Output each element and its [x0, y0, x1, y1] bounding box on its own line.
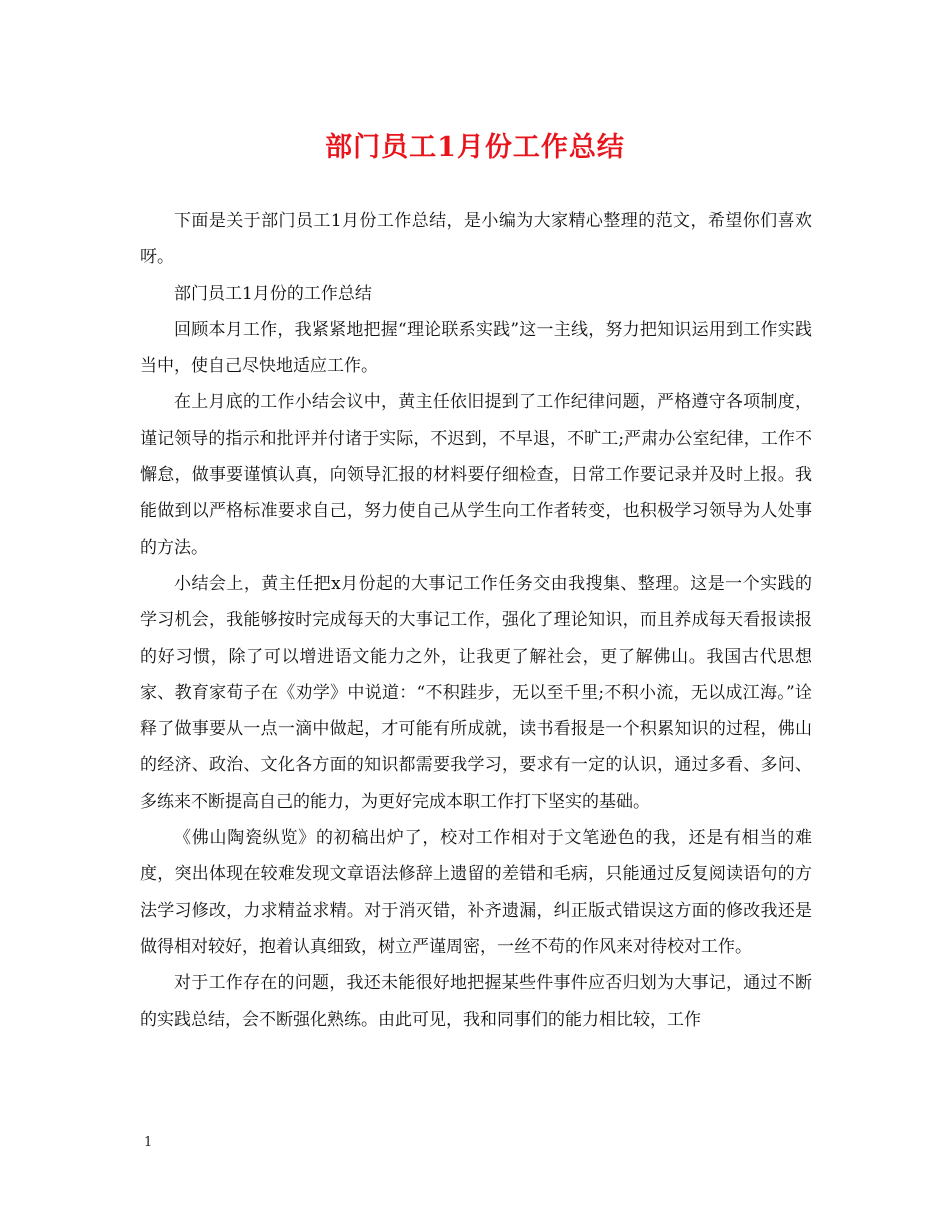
paragraph-chronicle: 小结会上，黄主任把x月份起的大事记工作任务交由我搜集、整理。这是一个实践的学习机会，我能够按时完成每天的大事记工作，强化了理论知识，而且养成每天看报读报的好习惯，除了可以增进语文能力之外，让我更了解社会，更了解佛山。我国古代思想家、教育家荀子在《劝学》中说道：“不积跬步，无以至千里;不积小流，无以成江海。”诠释了做事要从一点一滴中做起，才可能有所成就，读书看报是一个积累知识的过程，佛山的经济、政治、文化各方面的知识都需要我学习，要求有一定的认识，通过多看、多问、多练来不断提高自己的能力，为更好完成本职工作打下坚实的基础。 — [140, 573, 812, 812]
document-title: 部门员工1月份工作总结 — [325, 132, 625, 163]
paragraph-proofreading: 《佛山陶瓷纵览》的初稿出炉了，校对工作相对于文笔逊色的我，还是有相当的难度，突出体现在较难发现文章语法修辞上遗留的差错和毛病，只能通过反复阅读语句的方法学习修改，力求精益求精。对于消灭错，补齐遗漏，纠正版式错误这方面的修改我还是做得相对较好，抱着认真细致，树立严谨周密，一丝不苟的作风来对待校对工作。 — [140, 828, 812, 957]
paragraph-subheading: 部门员工1月份的工作总结 — [174, 283, 372, 304]
paragraph-review: 回顾本月工作，我紧紧地把握“理论联系实践”这一主线，努力把知识运用到工作实践当中，使自己尽快地适应工作。 — [140, 319, 812, 377]
page-number: 1 — [144, 1135, 153, 1150]
document-body — [140, 203, 812, 1038]
paragraph-discipline: 在上月底的工作小结会议中，黄主任依旧提到了工作纪律问题，严格遵守各项制度，谨记领导的指示和批评并付诸于实际，不迟到，不早退，不旷工;严肃办公室纪律，工作不懈怠，做事要谨慎认真，向领导汇报的材料要仔细检查，日常工作要记录并及时上报。我能做到以严格标准要求自己，努力使自己从学生向工作者转变，也积极学习领导为人处事的方法。 — [140, 392, 812, 558]
paragraph-problems: 对于工作存在的问题，我还未能很好地把握某些件事件应否归划为大事记，通过不断的实践总结，会不断强化熟练。由此可见，我和同事们的能力相比较，工作 — [140, 973, 812, 1030]
paragraph-intro: 下面是关于部门员工1月份工作总结，是小编为大家精心整理的范文，希望你们喜欢呀。 — [140, 211, 812, 268]
